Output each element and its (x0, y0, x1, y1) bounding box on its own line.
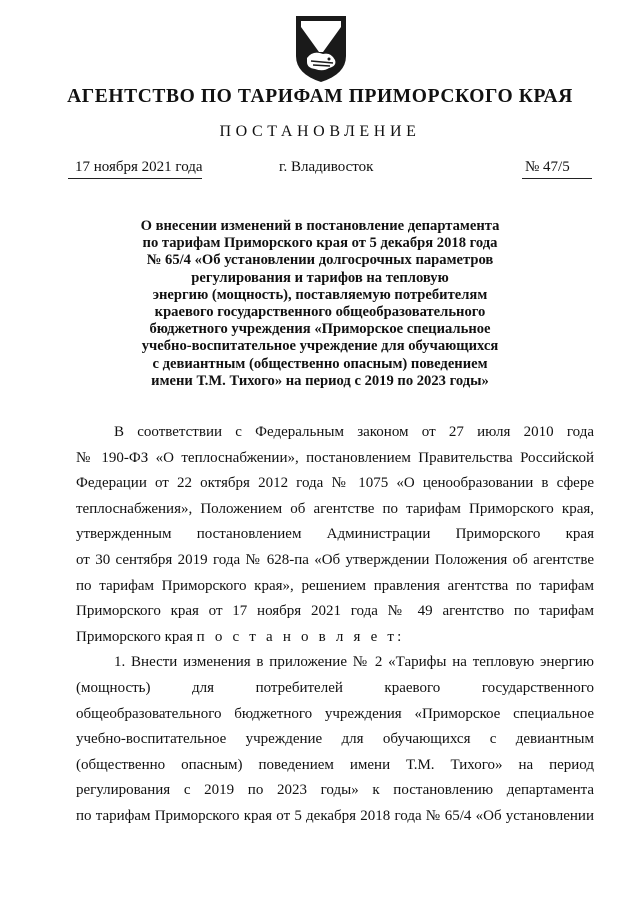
title-line: № 65/4 «Об установлении долгосрочных параметров (146, 252, 494, 269)
body-line: В соответствии с Федеральным законом от 27 июля 2010 года (114, 424, 594, 440)
title-line: бюджетного учреждения «Приморское специальное (149, 321, 491, 338)
agency-name: АГЕНТСТВО ПО ТАРИФАМ ПРИМОРСКОГО КРАЯ (67, 86, 573, 107)
title-line: имени Т.М. Тихого» на период с 2019 по 2023 годы» (151, 372, 489, 389)
title-line: учебно-воспитательное учреждение для обучающихся (141, 338, 499, 355)
body-line: по тарифам Приморского края», решением правления агентства по тарифам (76, 577, 594, 594)
body-line: Приморского края от 17 ноября 2021 года № 49 агентство по тарифам (76, 603, 594, 620)
title-line: энергию (мощность), поставляемую потребителям (152, 286, 488, 303)
title-line: О внесении изменений в постановление департамента (140, 218, 500, 234)
body-line: № 190-ФЗ «О теплоснабжении», постановлением Правительства Российской (76, 449, 594, 466)
document-title (110, 218, 530, 390)
decree-word: п о с т а н о в л я е т: (196, 628, 405, 645)
document-number: № 47/5 (525, 159, 570, 175)
title-line: краевого государственного общеобразовательного (154, 304, 486, 321)
body-line: утвержденным постановлением Администрации Приморского края (76, 526, 594, 543)
body-line: регулирования с 2019 по 2023 годы» к постановлению департамента (76, 782, 594, 799)
coat-of-arms-icon (293, 14, 349, 84)
document-date: 17 ноября 2021 года (75, 159, 203, 175)
body-line: учебно-воспитательное учреждение для обучающихся с девиантным (76, 731, 594, 748)
body-line: теплоснабжения», Положением об агентстве по тарифам Приморского края, (76, 500, 594, 517)
date-underline (68, 178, 202, 179)
body-line: 1. Внести изменения в приложение № 2 «Тарифы на тепловую энергию (114, 654, 594, 671)
title-line: по тарифам Приморского края от 5 декабря 2018 года (142, 235, 498, 252)
body-line: (общественно опасным) поведением имени Т.М. Тихого» на период (76, 756, 594, 773)
document-body (76, 420, 594, 830)
body-line: Федерации от 22 октября 2012 года № 1075 «О ценообразовании в сфере (76, 475, 594, 492)
title-line: с девиантным (общественно опасным) поведением (152, 355, 488, 372)
document-type: ПОСТАНОВЛЕНИЕ (219, 123, 421, 140)
body-line: (мощность) для потребителей краевого государственного (76, 679, 594, 696)
body-line: по тарифам Приморского края от 5 декабря 2018 года № 65/4 «Об установлении (76, 807, 594, 824)
body-line-decree (76, 625, 594, 651)
body-line: от 30 сентября 2019 года № 628-па «Об утверждении Положения об агентстве (76, 551, 594, 568)
body-line-text: Приморского края (76, 628, 193, 645)
document-city: г. Владивосток (279, 159, 374, 175)
number-underline (522, 178, 592, 179)
body-line: общеобразовательного бюджетного учреждения «Приморское специальное (76, 705, 594, 722)
title-line: регулирования и тарифов на тепловую (191, 269, 449, 286)
